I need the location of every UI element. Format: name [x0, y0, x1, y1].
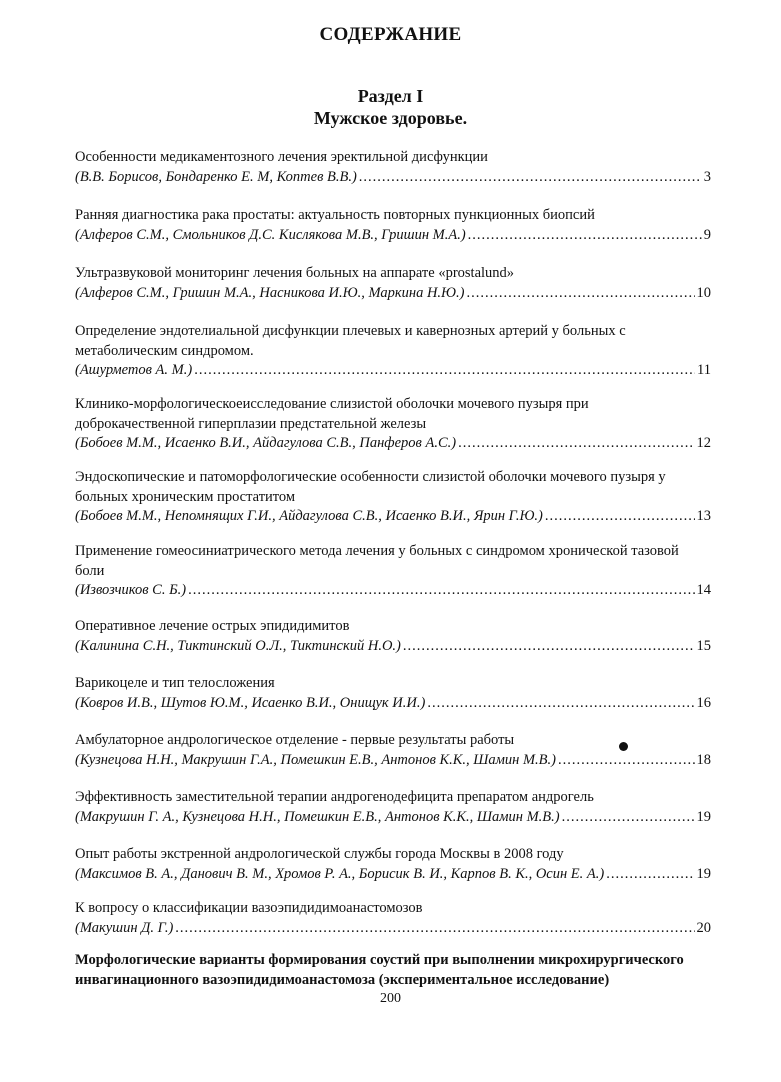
- entry-author-line: [75, 581, 711, 601]
- toc-entry: [75, 731, 711, 770]
- entry-page: 15: [696, 637, 711, 654]
- entry-authors: (Бобоев М.М., Исаенко В.И., Айдагулова С.В., Панферов А.С.): [75, 435, 457, 451]
- entry-authors: (Максимов В. А., Данович В. М., Хромов Р. А., Борисик В. И., Карпов В. К., Осин Е. А.): [75, 865, 605, 882]
- entry-page: 16: [696, 694, 711, 711]
- leader-dots: [403, 637, 695, 657]
- leader-dots: [558, 751, 695, 771]
- entry-page: 20: [696, 919, 711, 936]
- entry-title: Эндоскопические и патоморфологические особенности слизистой оболочки мочевого пузыря у больных хроническим простатитом: [75, 469, 666, 505]
- toc-entry: [75, 395, 711, 454]
- entry-author-line: [75, 361, 711, 381]
- entry-title: Применение гомеосиниатрического метода лечения у больных с синдромом хронической тазовой боли: [75, 543, 679, 579]
- entry-page: 12: [696, 435, 711, 451]
- toc-entry: [75, 468, 711, 527]
- entry-page: 13: [696, 508, 711, 524]
- entry-page: 18: [696, 751, 711, 768]
- section-name: Мужское здоровье.: [313, 108, 468, 128]
- leader-dots: [545, 507, 695, 527]
- entry-title: Опыт работы экстренной андрологической службы города Москвы в 2008 году: [75, 846, 564, 862]
- leader-dots: [175, 919, 694, 939]
- entry-authors: (Калинина С.Н., Тиктинский О.Л., Тиктинский Н.О.): [75, 637, 401, 654]
- leader-dots: [194, 361, 695, 381]
- entry-author-line: [75, 284, 711, 304]
- toc-entry: [75, 148, 711, 187]
- entry-authors: (Алферов С.М., Гришин М.А., Насникова И.Ю., Маркина Н.Ю.): [75, 284, 465, 301]
- leader-dots: [468, 226, 702, 246]
- entry-title: Определение эндотелиальной дисфункции плечевых и кавернозных артерий у больных с метаболическим синдромом.: [75, 323, 626, 359]
- entry-author-line: [75, 637, 711, 657]
- entry-title: Эффективность заместительной терапии андрогенодефицита препаратом андрогель: [75, 789, 594, 805]
- entry-author-line: [75, 226, 711, 246]
- toc-entry: [75, 264, 711, 303]
- leader-dots: [359, 168, 702, 188]
- leader-dots: [466, 284, 694, 304]
- toc-entry: [75, 951, 711, 990]
- entry-title: Ультразвуковой мониторинг лечения больных на аппарате «prostalund»: [75, 265, 515, 281]
- entry-authors: (Извозчиков С. Б.): [75, 582, 187, 598]
- entry-authors: (Ковров И.В., Шутов Ю.М., Исаенко В.И., Онищук И.И.): [75, 694, 426, 711]
- entry-title: Особенности медикаментозного лечения эректильной дисфункции: [75, 149, 488, 165]
- entry-authors: (В.В. Борисов, Бондаренко Е. М, Коптев В.В.): [75, 168, 357, 185]
- entry-title: К вопросу о классификации вазоэпидидимоанастомозов: [75, 900, 423, 916]
- entry-title: Ранняя диагностика рака простаты: актуальность повторных пункционных биопсий: [75, 207, 595, 223]
- toc-entry: [75, 845, 711, 884]
- entry-author-line: [75, 694, 711, 714]
- entry-title: Морфологические варианты формирования соустий при выполнении микрохирургического инвагинационного вазоэпидидимоанастомоза (экспериментальное исследование): [75, 952, 684, 988]
- entry-title: Клинико-морфологическоеисследование слизистой оболочки мочевого пузыря при доброкачественной гиперплазии предстательной железы: [75, 396, 589, 432]
- entry-authors: (Макушин Д. Г.): [75, 919, 174, 936]
- entry-page: 19: [696, 808, 711, 825]
- entry-authors: (Ашурметов А. М.): [75, 362, 193, 378]
- toc-entry: [75, 674, 711, 713]
- toc-entry: [75, 617, 711, 656]
- toc-entry: [75, 206, 711, 245]
- entry-page: 10: [696, 284, 711, 301]
- entry-author-line: [75, 168, 711, 188]
- entry-author-line: [75, 808, 711, 828]
- leader-dots: [458, 434, 694, 454]
- entry-title: Оперативное лечение острых эпидидимитов: [75, 618, 350, 634]
- toc-entry: [75, 899, 711, 938]
- entry-title: Амбулаторное андрологическое отделение - первые результаты работы: [75, 732, 515, 748]
- leader-dots: [427, 694, 694, 714]
- page-title: СОДЕРЖАНИЕ: [319, 24, 462, 45]
- entry-author-line: [75, 507, 711, 527]
- entry-authors: (Алферов С.М., Смольников Д.С. Кислякова М.В., Гришин М.А.): [75, 226, 466, 243]
- entry-page: 14: [696, 582, 711, 598]
- entry-author-line: [75, 865, 711, 885]
- entry-page: 3: [703, 168, 711, 185]
- toc-entry: [75, 322, 711, 381]
- entry-page: 9: [703, 226, 711, 243]
- entry-author-line: [75, 919, 711, 939]
- entry-page: 19: [696, 865, 711, 882]
- entry-authors: (Макрушин Г. А., Кузнецова Н.Н., Помешкин Е.В., Антонов К.К., Шамин М.В.): [75, 808, 560, 825]
- entry-page: 11: [697, 362, 711, 378]
- entry-title: Варикоцеле и тип телосложения: [75, 675, 275, 691]
- leader-dots: [188, 581, 694, 601]
- page-number: 200: [380, 991, 401, 1006]
- entry-authors: (Бобоев М.М., Непомнящих Г.И., Айдагулова С.В., Исаенко В.И., Ярин Г.Ю.): [75, 508, 543, 524]
- entry-author-line: [75, 751, 711, 771]
- entry-author-line: [75, 434, 711, 454]
- toc-entry: [75, 788, 711, 827]
- leader-dots: [562, 808, 695, 828]
- leader-dots: [606, 865, 694, 885]
- section-number: Раздел I: [357, 86, 424, 106]
- entry-authors: (Кузнецова Н.Н., Макрушин Г.А., Помешкин Е.В., Антонов К.К., Шамин М.В.): [75, 751, 556, 768]
- toc-entry: [75, 542, 711, 601]
